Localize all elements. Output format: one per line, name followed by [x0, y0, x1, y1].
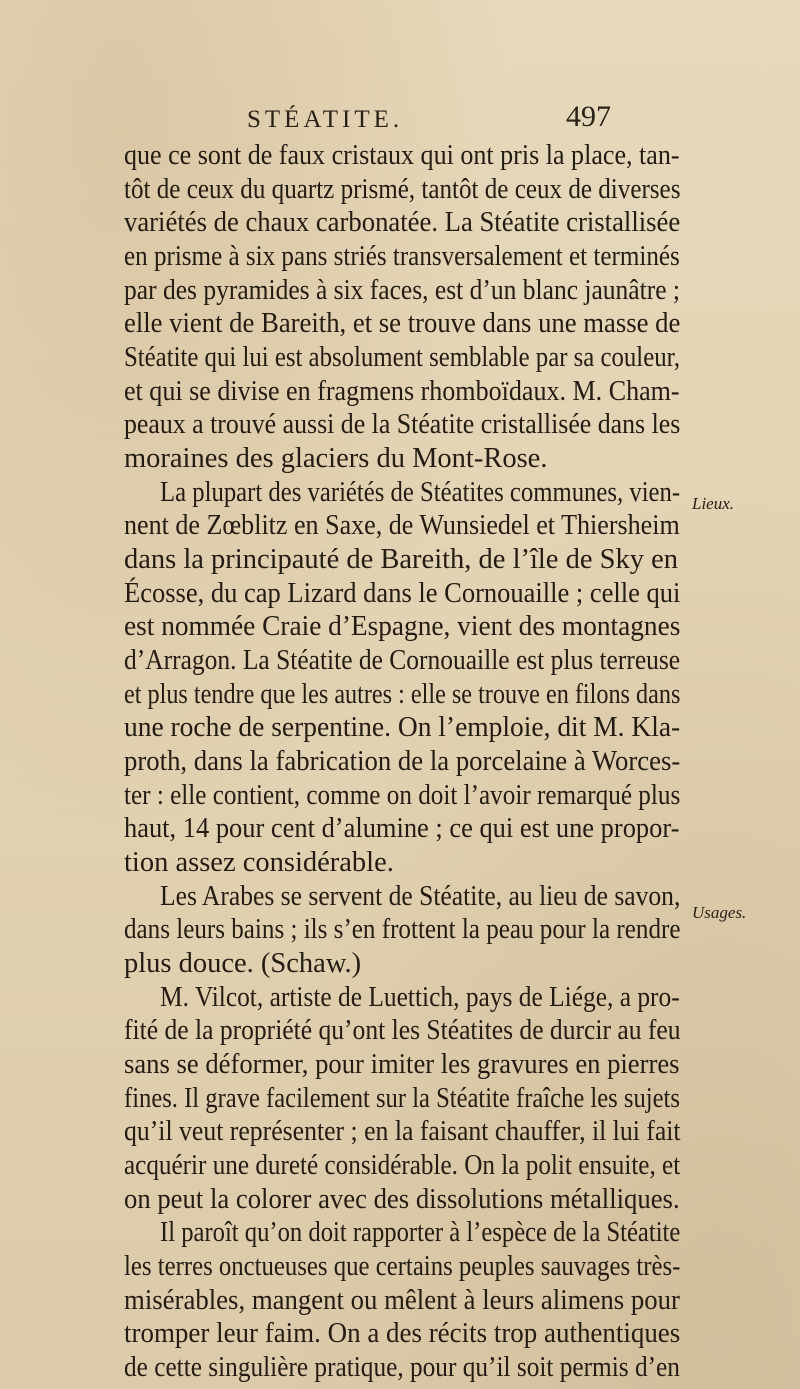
text-line: peaux a trouvé aussi de la Stéatite cristallisée dans les — [124, 409, 681, 441]
text-line: acquérir une dureté considérable. On la polit ensuite, et — [124, 1150, 681, 1181]
text-line: et qui se divise en fragmens rhomboïdaux. M. Cham- — [124, 375, 680, 407]
text-line: d’Arragon. La Stéatite de Cornouaille est plus terreuse — [124, 645, 681, 676]
text-line: une roche de serpentine. On l’emploie, dit M. Kla- — [124, 712, 681, 744]
running-title: STÉATITE. — [247, 106, 404, 133]
text-line: ter : elle contient, comme on doit l’avoir remarqué plus — [124, 779, 681, 811]
margin-note-lieux: Lieux. — [692, 494, 735, 513]
text-line: nent de Zœblitz en Saxe, de Wunsiedel et Thiersheim — [124, 510, 680, 542]
text-line: elle vient de Bareith, et se trouve dans une masse de — [124, 308, 681, 340]
text-line: proth, dans la fabrication de la porcelaine à Worces- — [124, 746, 681, 777]
text-line: on peut la colorer avec des dissolutions métalliques. — [124, 1183, 680, 1215]
text-line: La plupart des variétés de Stéatites communes, vien- — [160, 476, 681, 508]
text-line: fines. Il grave facilement sur la Stéatite fraîche les sujets — [124, 1082, 680, 1114]
text-line: tôt de ceux du quartz prismé, tantôt de ceux de diverses — [124, 173, 681, 205]
page-header — [0, 100, 800, 140]
text-line: qu’il veut représenter ; en la faisant chauffer, il lui fait — [124, 1116, 681, 1148]
text-line: sans se déformer, pour imiter les gravures en pierres — [124, 1049, 680, 1080]
page-number: 497 — [566, 100, 611, 133]
text-line: Écosse, du cap Lizard dans le Cornouaille ; celle qui — [124, 577, 681, 609]
text-line: que ce sont de faux cristaux qui ont pris la place, tan- — [124, 140, 680, 171]
text-line: est nommée Craie d’Espagne, vient des montagnes — [124, 611, 681, 643]
margin-note-usages: Usages. — [692, 903, 747, 922]
text-line: et plus tendre que les autres : elle se trouve en filons dans — [124, 678, 681, 710]
text-line: M. Vilcot, artiste de Luettich, pays de Liége, a pro- — [160, 981, 680, 1013]
text-line: Les Arabes se servent de Stéatite, au lieu de savon, — [160, 880, 681, 912]
text-line: haut, 14 pour cent d’alumine ; ce qui est une propor- — [124, 813, 680, 845]
text-line: de cette singulière pratique, pour qu’il soit permis d’en — [124, 1352, 680, 1383]
text-line: tromper leur faim. On a des récits trop authentiques — [124, 1318, 681, 1350]
text-line: misérables, mangent ou mêlent à leurs alimens pour — [124, 1284, 680, 1316]
text-line: par des pyramides à six faces, est d’un blanc jaunâtre ; — [124, 274, 681, 306]
text-line: les terres onctueuses que certains peuples sauvages très- — [124, 1251, 681, 1282]
text-line: en prisme à six pans striés transversalement et terminés — [124, 241, 680, 272]
text-line: variétés de chaux carbonatée. La Stéatite cristallisée — [124, 207, 681, 239]
text-line: fité de la propriété qu’ont les Stéatites de durcir au feu — [124, 1015, 681, 1047]
text-line: moraines des glaciers du Mont-Rose. — [124, 443, 548, 474]
text-line: dans leurs bains ; ils s’en frottent la peau pour la rendre — [124, 914, 681, 946]
text-line: tion assez considérable. — [124, 847, 394, 878]
text-line: plus douce. (Schaw.) — [124, 948, 362, 979]
text-line: Stéatite qui lui est absolument semblable par sa couleur, — [124, 342, 681, 373]
text-line: Il paroît qu’on doit rapporter à l’espèce de la Stéatite — [160, 1217, 681, 1249]
text-line: dans la principauté de Bareith, de l’île de Sky en — [124, 544, 678, 575]
